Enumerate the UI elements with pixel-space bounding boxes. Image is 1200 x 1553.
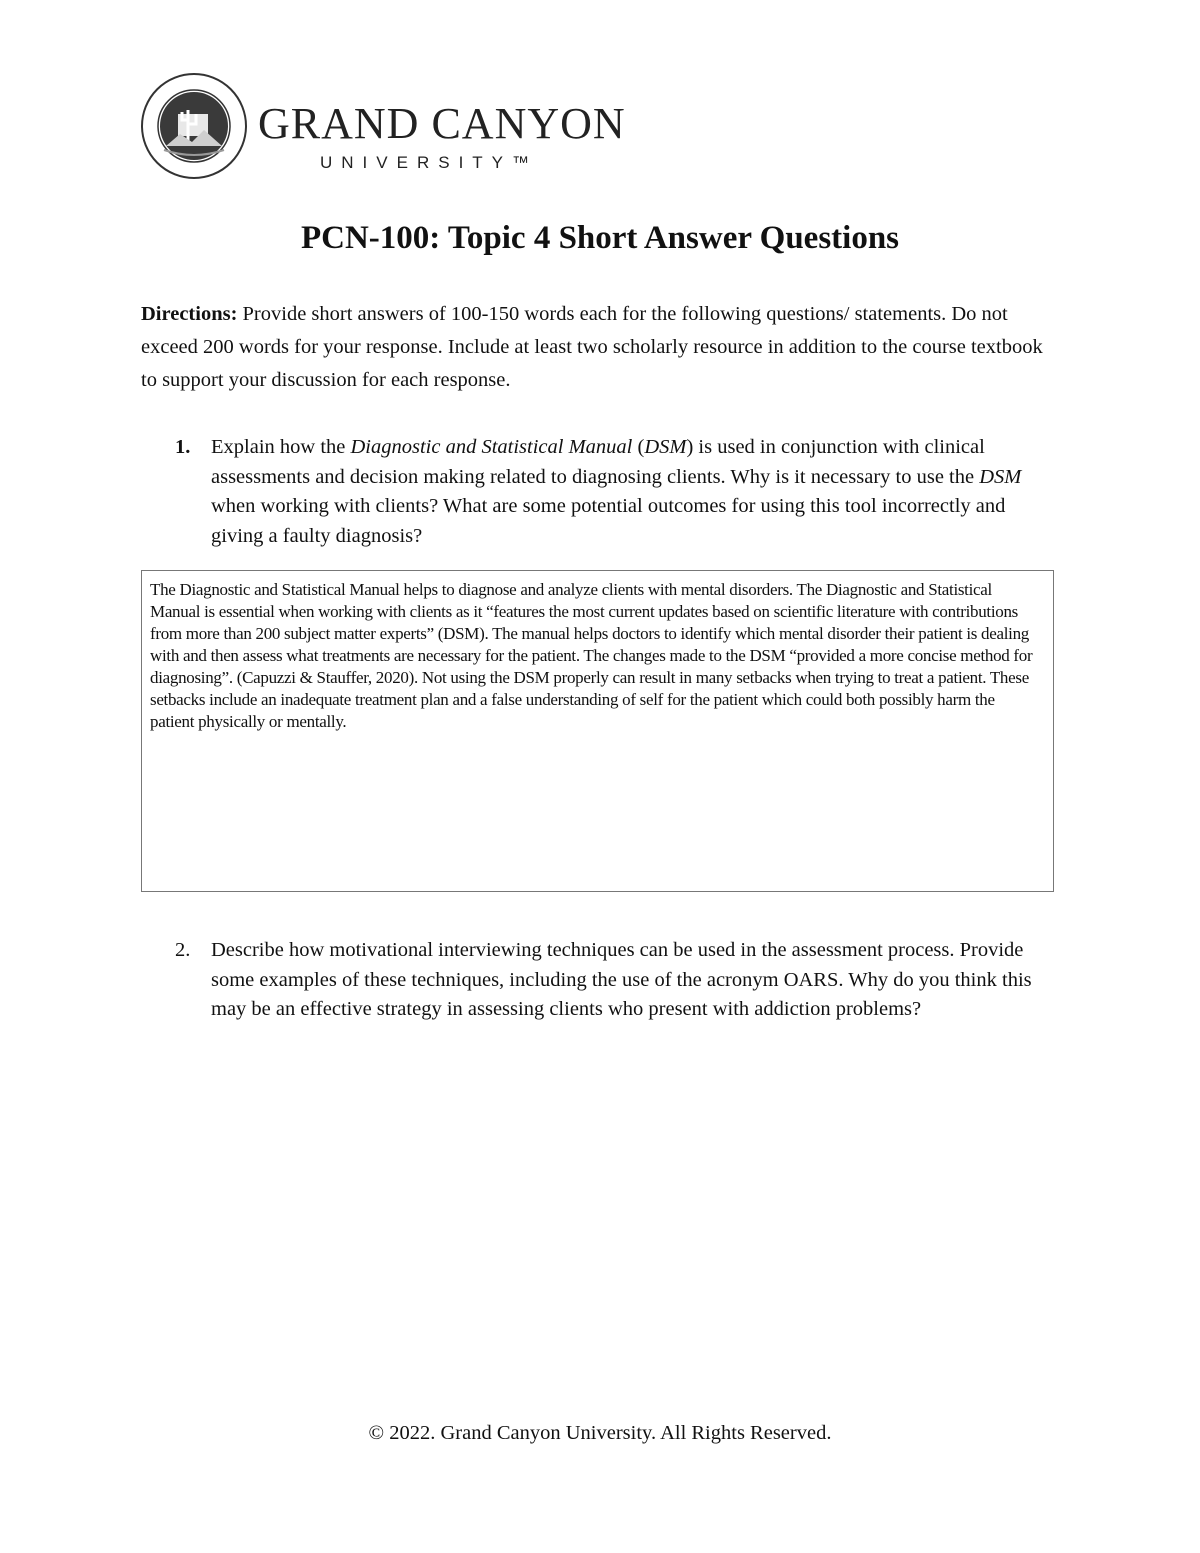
logo-wordmark: GRAND CANYON [258, 99, 626, 148]
logo-subwordmark: UNIVERSITY™ [320, 153, 539, 172]
question-text: Explain how the Diagnostic and Statistical Manual (DSM) is used in conjunction with clinical assessments and decision making related to diagnosing clients. Why is it necessary to use the DSM when working with clients? What are some potential outcomes for using this tool incorrectly and giving a faulty diagnosis? [211, 436, 1022, 547]
answer-text-box[interactable]: The Diagnostic and Statistical Manual helps to diagnose and analyze clients with mental disorders. The Diagnostic and Statistical Manual is essential when working with clients as it “features the most current updates based on scientific literature with contributions from more than 200 subject matter experts” (DSM). The manual helps doctors to identify which mental disorder their patient is dealing with and then assess what treatments are necessary for the patient. The changes made to the DSM “provided a more concise method for diagnosing”. (Capuzzi & Stauffer, 2020). Not using the DSM properly can result in many setbacks when trying to treat a patient. These setbacks include an inadequate treatment plan and a false understanding of self for the patient which could both possibly harm the patient physically or mentally. [141, 570, 1054, 892]
university-logo [140, 72, 626, 182]
question-2 [141, 936, 1061, 1025]
directions-text: Provide short answers of 100-150 words each for the following questions/ statements. Do not exceed 200 words for your response. Include at least two scholarly resource in addition to the course textbook to support your discussion for each response. [141, 303, 1043, 391]
question-number: 2. [175, 939, 191, 961]
copyright-footer: © 2022. Grand Canyon University. All Rights Reserved. [368, 1422, 832, 1444]
directions-paragraph [141, 298, 1061, 397]
university-seal-icon [140, 72, 248, 180]
document-title: PCN-100: Topic 4 Short Answer Questions [300, 220, 900, 256]
directions-label: Directions: [141, 303, 238, 325]
question-text: Describe how motivational interviewing techniques can be used in the assessment process. Provide some examples of these techniques, including the use of the acronym OARS. Why do you think this may be an effective strategy in assessing clients who present with addiction problems? [211, 939, 1032, 1020]
question-1 [141, 433, 1061, 551]
question-number: 1. [175, 436, 191, 458]
